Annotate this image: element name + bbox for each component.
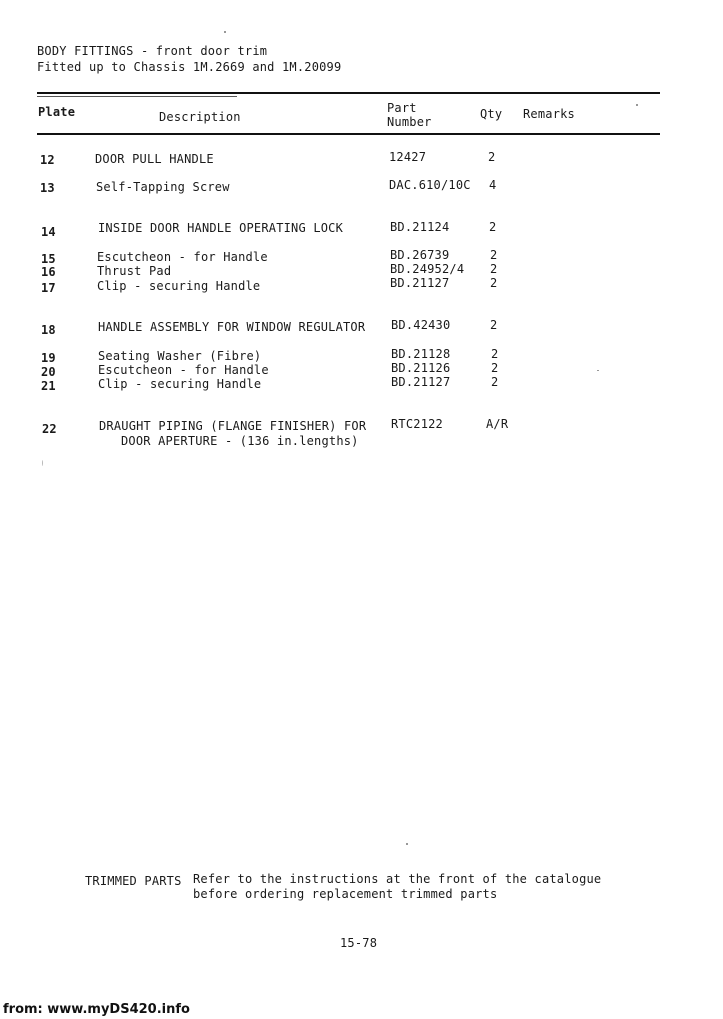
quantity: A/R: [486, 417, 509, 431]
part-description: Clip - securing Handle: [98, 377, 262, 391]
column-header-remarks: Remarks: [523, 107, 575, 121]
scan-speck: [42, 460, 43, 466]
scan-speck: [597, 370, 599, 371]
scan-speck: [406, 843, 408, 845]
part-description: DRAUGHT PIPING (FLANGE FINISHER) FOR: [99, 419, 367, 433]
quantity: 2: [490, 248, 498, 262]
column-header-part: Part: [387, 101, 417, 115]
part-description: Self-Tapping Screw: [96, 180, 230, 194]
part-description: DOOR PULL HANDLE: [95, 152, 214, 166]
column-header-number: Number: [387, 115, 432, 129]
table-top-rule: [37, 92, 660, 94]
part-number: BD.21124: [390, 220, 450, 234]
part-description-continued: DOOR APERTURE - (136 in.lengths): [121, 434, 359, 448]
part-description: Escutcheon - for Handle: [97, 250, 268, 264]
section-title: BODY FITTINGS - front door trim: [37, 44, 268, 58]
quantity: 4: [489, 178, 497, 192]
plate-number: 12: [40, 153, 55, 167]
table-header-rule: [37, 133, 660, 135]
plate-number: 14: [41, 225, 56, 239]
part-number: RTC2122: [391, 417, 443, 431]
quantity: 2: [491, 361, 499, 375]
plate-number: 16: [41, 265, 56, 279]
part-description: Seating Washer (Fibre): [98, 349, 262, 363]
part-number: 12427: [389, 150, 427, 164]
quantity: 2: [490, 262, 498, 276]
part-description: Clip - securing Handle: [97, 279, 261, 293]
part-description: INSIDE DOOR HANDLE OPERATING LOCK: [98, 221, 344, 235]
plate-number: 22: [42, 422, 57, 436]
part-number: BD.21126: [391, 361, 451, 375]
column-header-description: Description: [159, 110, 241, 124]
plate-number: 20: [41, 365, 56, 379]
plate-number: 19: [41, 351, 56, 365]
part-description: Thrust Pad: [97, 264, 172, 278]
note-line-1: Refer to the instructions at the front of the catalogue: [193, 872, 602, 886]
quantity: 2: [491, 347, 499, 361]
part-number: BD.21127: [391, 375, 451, 389]
part-number: BD.21127: [390, 276, 450, 290]
quantity: 2: [491, 375, 499, 389]
plate-number: 13: [40, 181, 55, 195]
note-label: TRIMMED PARTS: [85, 874, 182, 888]
plate-number: 17: [41, 281, 56, 295]
table-top-rule-thin: [37, 96, 237, 97]
quantity: 2: [490, 276, 498, 290]
part-number: BD.21128: [391, 347, 451, 361]
column-header-plate: Plate: [38, 105, 76, 119]
column-header-qty: Qty: [480, 107, 503, 121]
plate-number: 18: [41, 323, 56, 337]
quantity: 2: [488, 150, 496, 164]
part-number: BD.26739: [390, 248, 450, 262]
plate-number: 15: [41, 252, 56, 266]
quantity: 2: [490, 318, 498, 332]
quantity: 2: [489, 220, 497, 234]
scan-speck: [224, 31, 226, 33]
page-number: 15-78: [340, 936, 378, 950]
note-line-2: before ordering replacement trimmed parts: [193, 887, 498, 901]
scan-speck: [636, 104, 638, 106]
plate-number: 21: [41, 379, 56, 393]
part-description: HANDLE ASSEMBLY FOR WINDOW REGULATOR: [98, 320, 366, 334]
section-subtitle: Fitted up to Chassis 1M.2669 and 1M.20099: [37, 60, 342, 74]
part-number: BD.24952/4: [390, 262, 465, 276]
part-description: Escutcheon - for Handle: [98, 363, 269, 377]
part-number: DAC.610/10C: [389, 178, 471, 192]
source-watermark: from: www.myDS420.info: [3, 1002, 190, 1017]
part-number: BD.42430: [391, 318, 451, 332]
